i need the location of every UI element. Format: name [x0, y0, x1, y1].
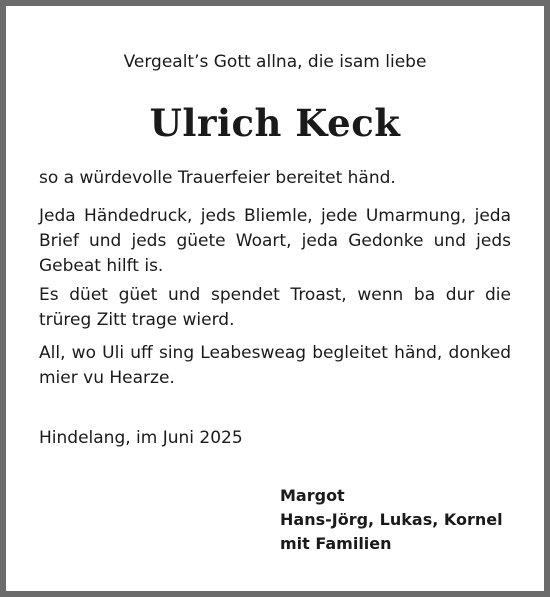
- paragraph-comfort: Es düet güet und spendet Troast, wenn ba dur die trüreg Zitt trage wierd.: [39, 285, 511, 330]
- intro-line: Vergealt’s Gott allna, die isam liebe: [123, 52, 427, 72]
- signature-line: Margot: [280, 486, 345, 505]
- paragraph-thanks: All, wo Uli uff sing Leabesweag begleitet händ, donked mier vu Hearze.: [39, 343, 511, 388]
- place-date: Hindelang, im Juni 2025: [39, 428, 243, 448]
- signature-line: Hans-Jörg, Lukas, Kornel: [280, 510, 503, 529]
- paragraph-funeral: so a würdevolle Trauerfeier bereitet händ.: [39, 168, 396, 188]
- deceased-name: Ulrich Keck: [149, 101, 401, 145]
- signature-block: [280, 484, 503, 556]
- paragraph-gestures: Jeda Händedruck, jeds Bliemle, jede Umarmung, jeda Brief und jeds güete Woart, jeda Gedonke und jeds Gebeat hilft is.: [39, 206, 511, 276]
- signature-line: mit Familien: [280, 534, 392, 553]
